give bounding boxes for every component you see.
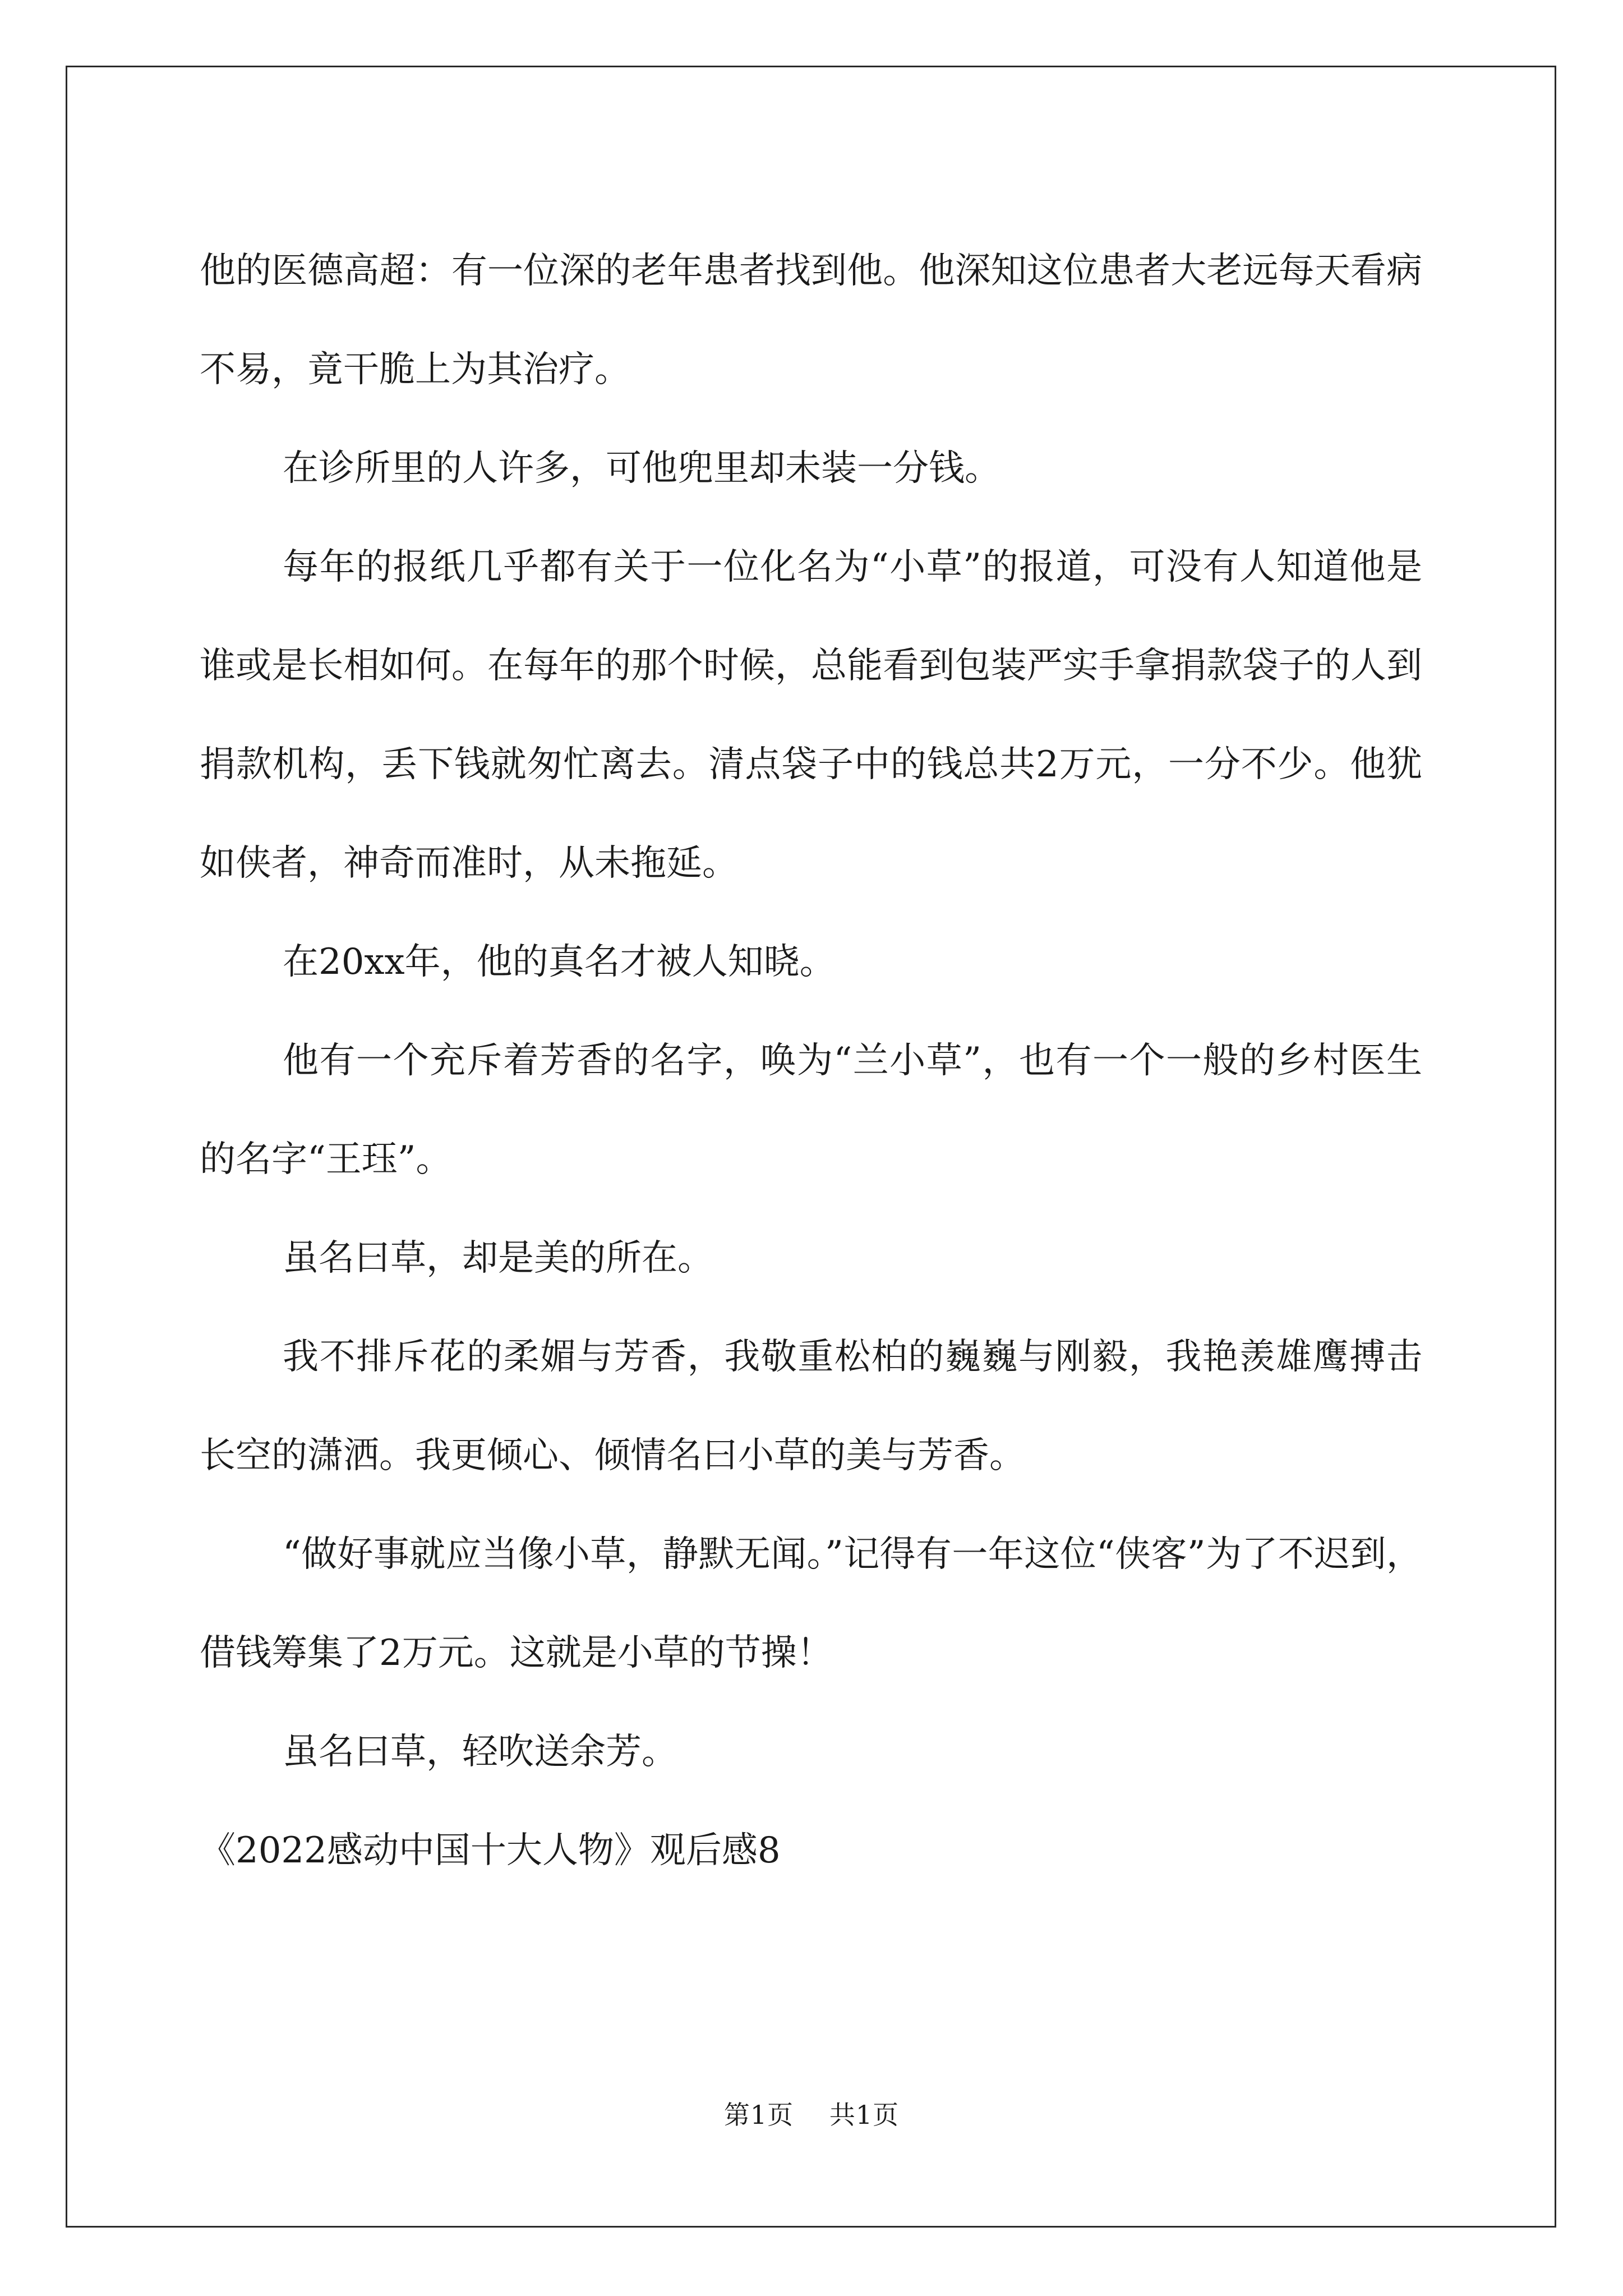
paragraph-8: “做好事就应当像小草，静默无闻。”记得有一年这位“侠客”为了不迟到，借钱筹集了2万元。这就是小草的节操！ (200, 1534, 1422, 1674)
paragraph-9: 虽名曰草，轻吹送余芳。 (283, 1731, 677, 1773)
page-number-current: 第1页 (723, 2100, 794, 2130)
document-body (200, 222, 1422, 1900)
paragraph-1: 他的医德高超：有一位深的老年患者找到他。他深知这位患者大老远每天看病不易，竟干脆上为其治疗。 (200, 250, 1422, 390)
paragraph-2: 在诊所里的人许多，可他兜里却未装一分钱。 (283, 448, 1000, 489)
paragraph-7: 我不排斥花的柔媚与芳香，我敬重松柏的巍巍与刚毅，我艳羡雄鹰搏击长空的潇洒。我更倾心、倾情名曰小草的美与芳香。 (200, 1336, 1422, 1476)
paragraph-4: 在20xx年，他的真名才被人知晓。 (283, 941, 836, 983)
page-footer (0, 2098, 1623, 2132)
page-number-total: 共1页 (829, 2100, 900, 2130)
paragraph-6: 虽名曰草，却是美的所在。 (283, 1237, 713, 1279)
section-heading: 《2022感动中国十大人物》观后感8 (200, 1830, 781, 1871)
paragraph-3: 每年的报纸几乎都有关于一位化名为“小草”的报道，可没有人知道他是谁或是长相如何。在每年的那个时候，总能看到包装严实手拿捐款袋子的人到捐款机构，丢下钱就匆忙离去。清点袋子中的钱总共2万元，一分不少。他犹如侠者，神奇而准时，从未拖延。 (200, 546, 1422, 884)
paragraph-5: 他有一个充斥着芳香的名字，唤为“兰小草”，也有一个一般的乡村医生的名字“王珏”。 (200, 1040, 1422, 1180)
